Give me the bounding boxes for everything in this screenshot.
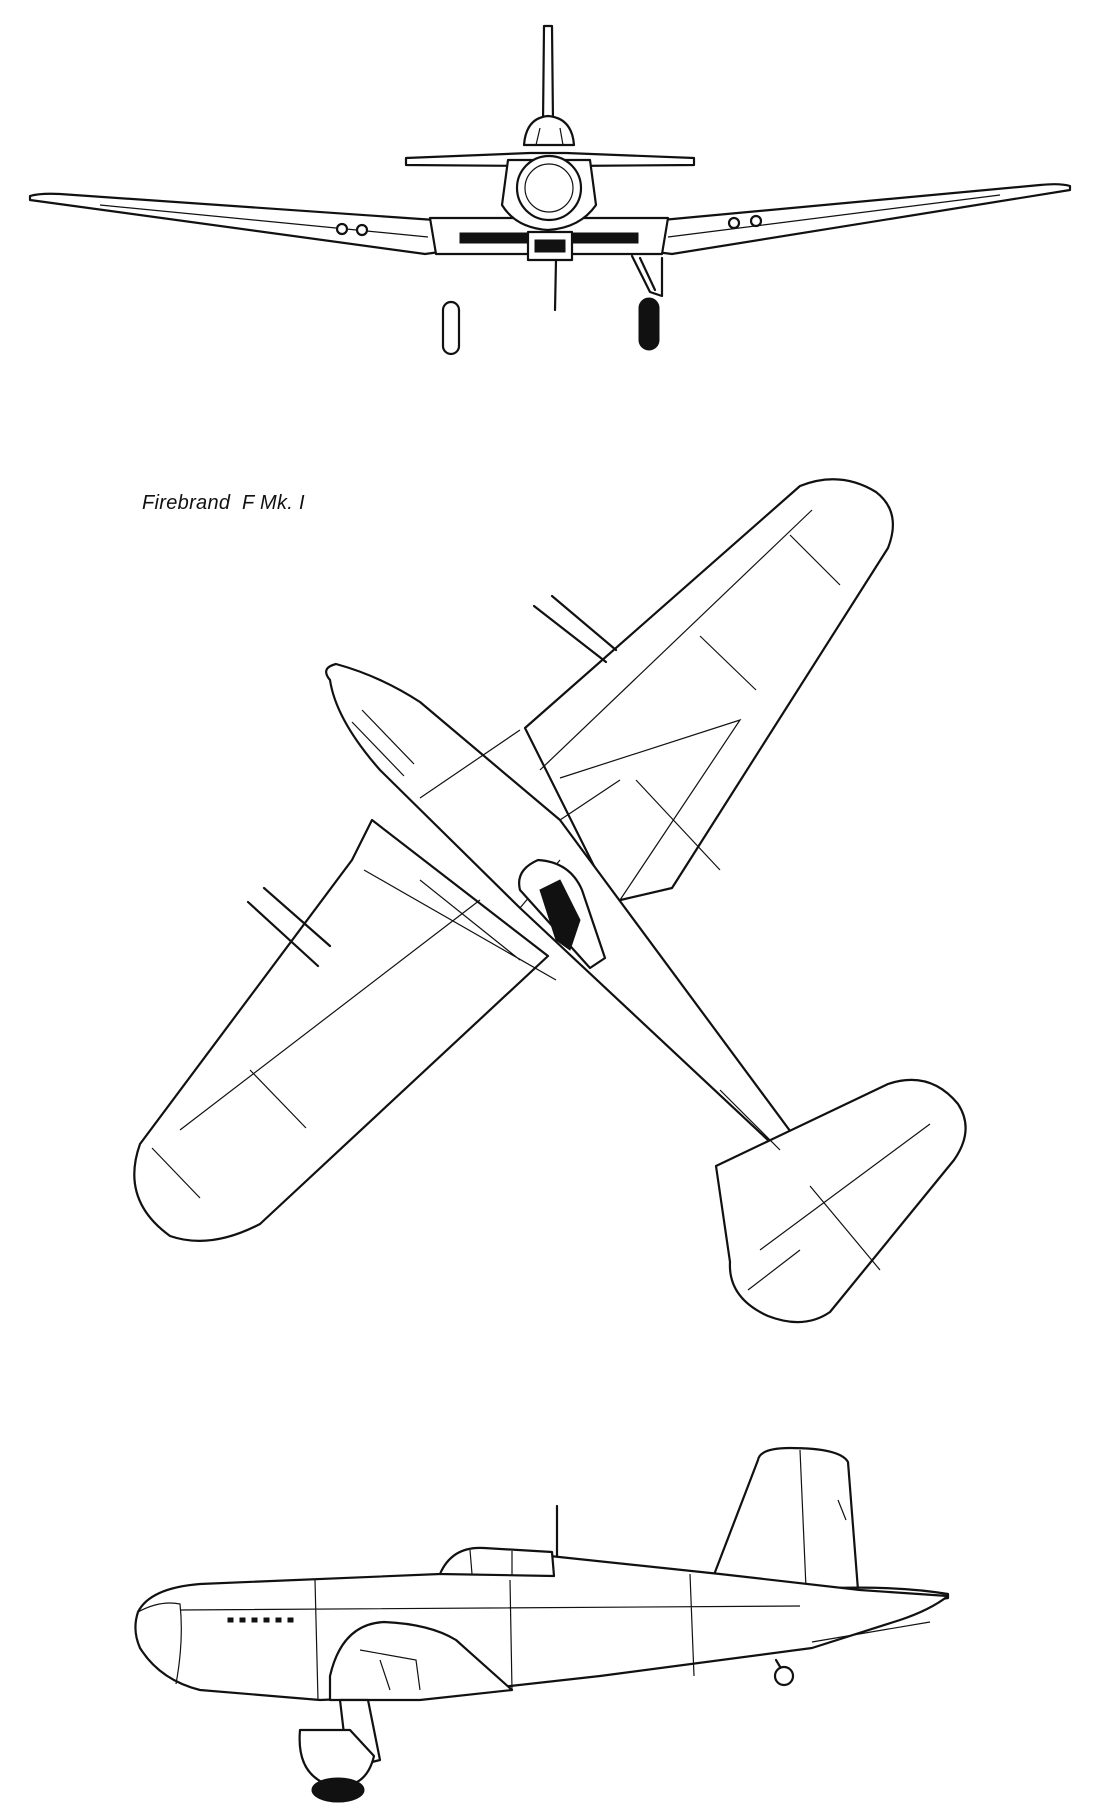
aircraft-caption: Firebrand F Mk. I <box>142 492 305 514</box>
front-view <box>30 26 1070 354</box>
side-view <box>135 1448 948 1802</box>
plan-view <box>134 479 965 1322</box>
